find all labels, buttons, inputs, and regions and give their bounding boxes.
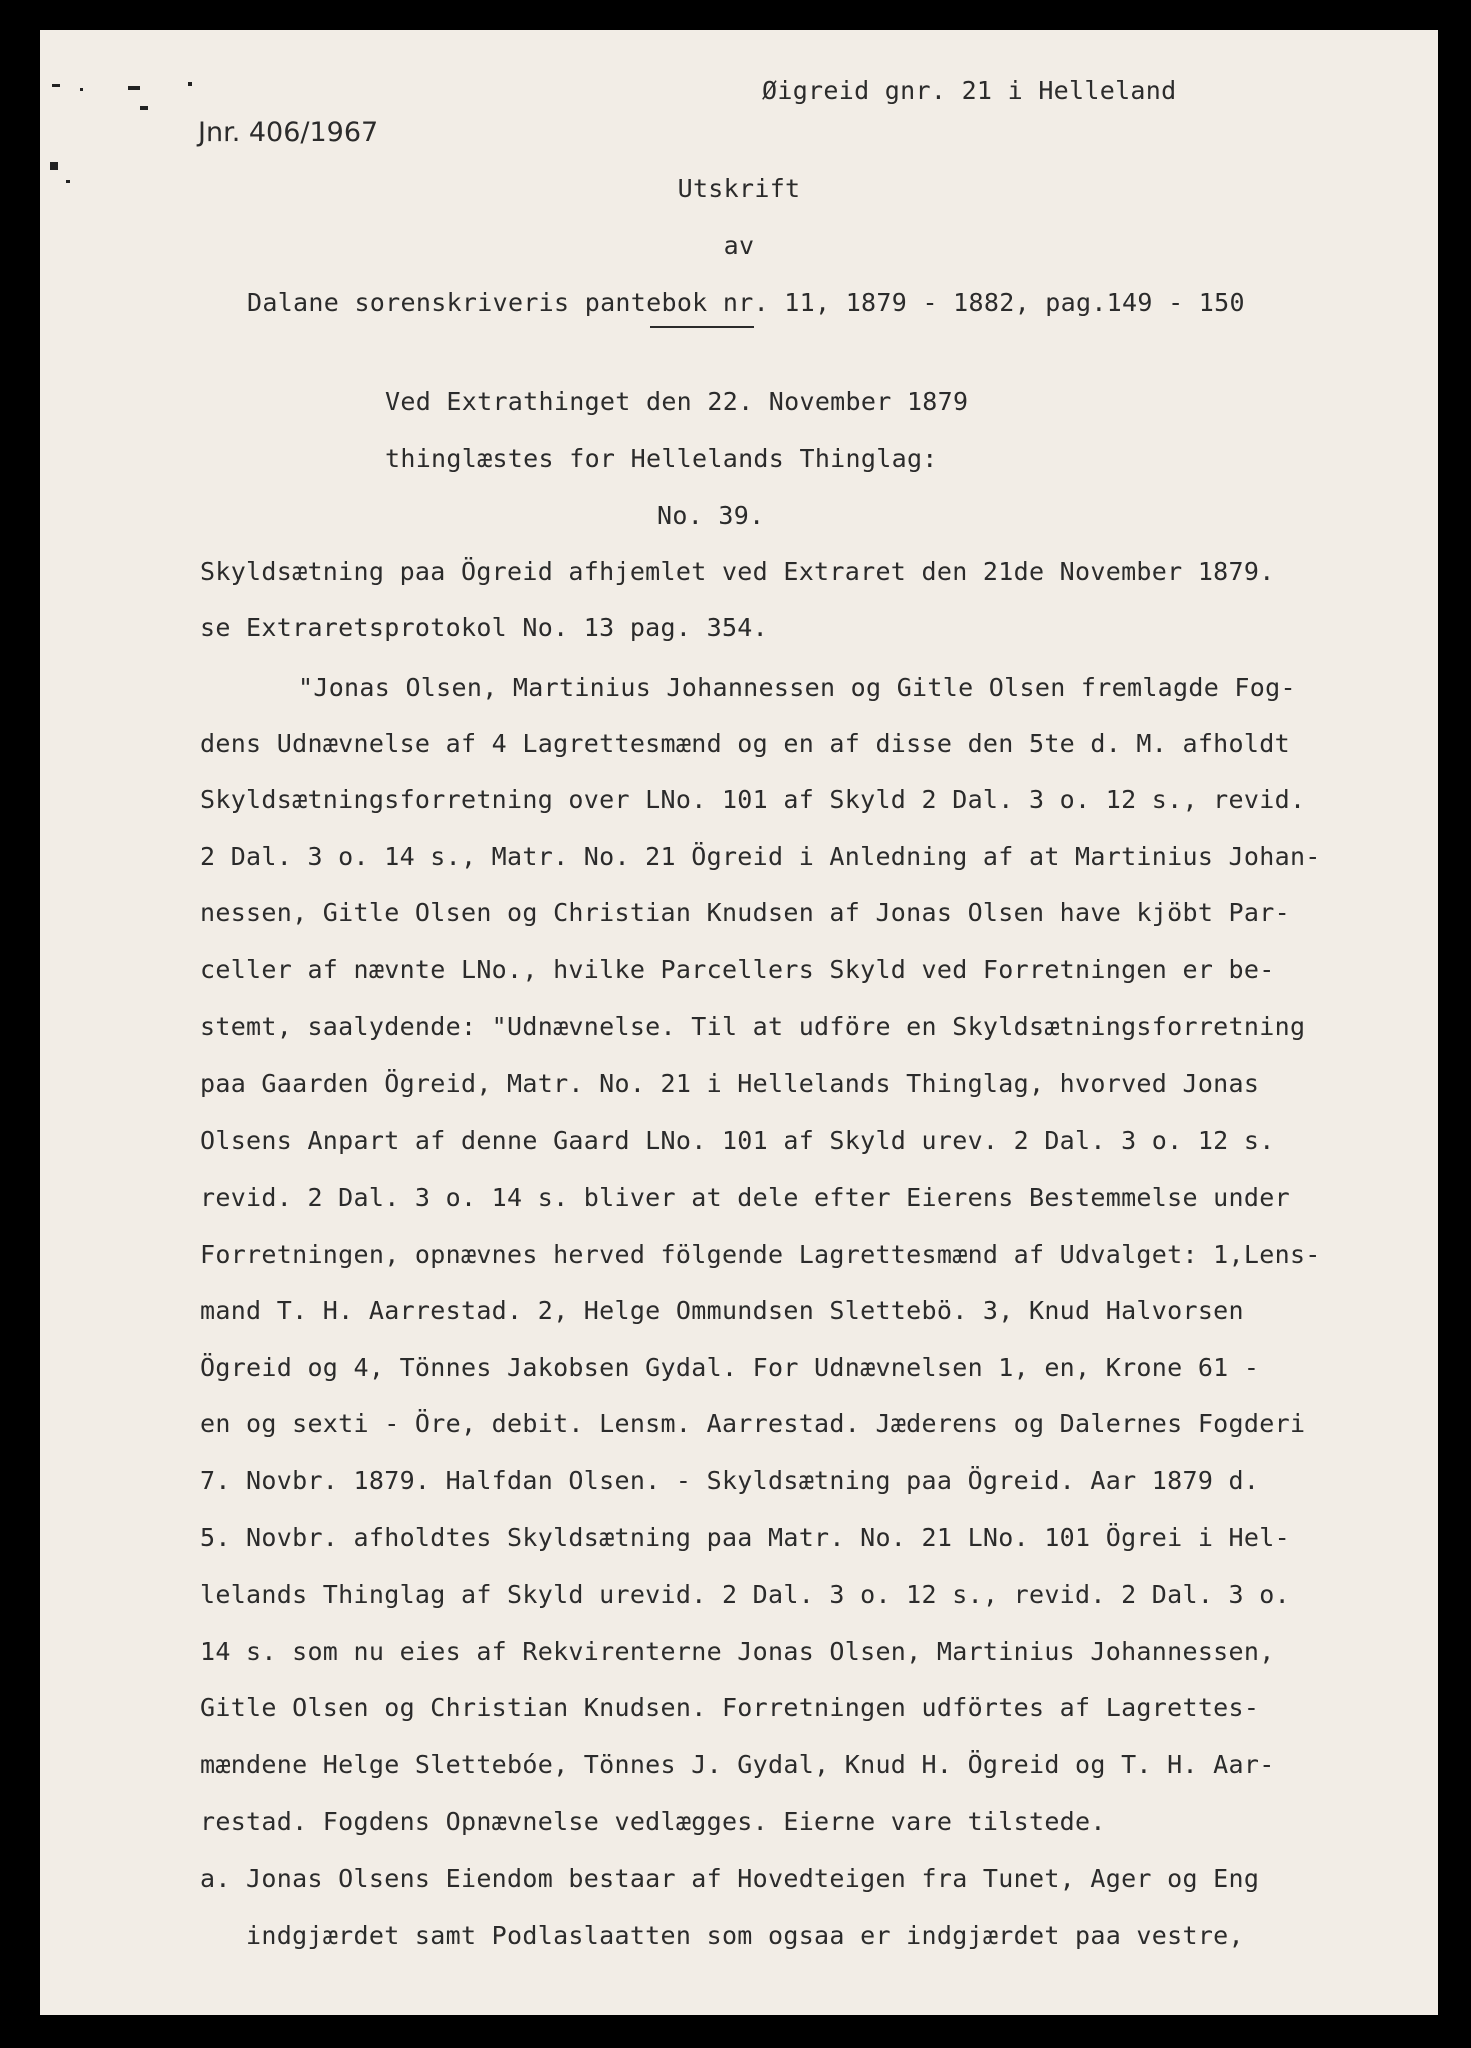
intro-number-line: No. 39. xyxy=(657,501,765,530)
scan-speck xyxy=(128,86,140,90)
body-line: indgjærdet samt Podlaslaatten som ogsaa er indgjærdet paa vestre, xyxy=(200,1921,1244,1950)
header-property-reference: Øigreid gnr. 21 i Helleland xyxy=(762,76,1177,105)
scan-speck xyxy=(50,162,58,170)
body-line: a. Jonas Olsens Eiendom bestaar af Hovedteigen fra Tunet, Ager og Eng xyxy=(200,1864,1260,1893)
scan-speck xyxy=(188,82,192,86)
body-line: 5. Novbr. afholdtes Skyldsætning paa Matr. No. 21 LNo. 101 Ögrei i Hel- xyxy=(200,1523,1290,1552)
body-line: "Jonas Olsen, Martinius Johannessen og Gitle Olsen fremlagde Fog- xyxy=(298,673,1296,702)
body-line: restad. Fogdens Opnævnelse vedlægges. Eierne vare tilstede. xyxy=(200,1807,1106,1836)
title-underline xyxy=(650,326,754,328)
body-line: Forretningen, opnævnes herved fölgende Lagrettesmænd af Udvalget: 1,Lens- xyxy=(200,1240,1321,1269)
body-line: paa Gaarden Ögreid, Matr. No. 21 i Hellelands Thinglag, hvorved Jonas xyxy=(200,1069,1260,1098)
body-line: en og sexti - Öre, debit. Lensm. Aarrestad. Jæderens og Dalernes Fogderi xyxy=(200,1409,1306,1438)
document-page xyxy=(40,30,1438,2015)
scan-speck xyxy=(140,106,148,110)
body-line: Gitle Olsen og Christian Knudsen. Forretningen udförtes af Lagrettes- xyxy=(200,1693,1260,1722)
body-line: nessen, Gitle Olsen og Christian Knudsen af Jonas Olsen have kjöbt Par- xyxy=(200,898,1290,927)
scan-speck xyxy=(80,88,83,91)
intro-date-line: Ved Extrathinget den 22. November 1879 xyxy=(385,387,969,416)
body-line: Olsens Anpart af denne Gaard LNo. 101 af Skyld urev. 2 Dal. 3 o. 12 s. xyxy=(200,1126,1275,1155)
intro-thinglag-line: thinglæstes for Hellelands Thinglag: xyxy=(385,444,938,473)
body-line: 2 Dal. 3 o. 14 s., Matr. No. 21 Ögreid i Anledning af at Martinius Johan- xyxy=(200,842,1321,871)
title-utskrift: Utskrift xyxy=(677,174,801,203)
body-line: mændene Helge Slettebóe, Tönnes J. Gydal, Knud H. Ögreid og T. H. Aar- xyxy=(200,1750,1275,1779)
body-line: celler af nævnte LNo., hvilke Parcellers Skyld ved Forretningen er be- xyxy=(200,955,1275,984)
title-av: av xyxy=(723,231,755,260)
body-line: lelands Thinglag af Skyld urevid. 2 Dal. 3 o. 12 s., revid. 2 Dal. 3 o. xyxy=(200,1580,1290,1609)
body-line: 7. Novbr. 1879. Halfdan Olsen. - Skyldsætning paa Ögreid. Aar 1879 d. xyxy=(200,1466,1260,1495)
scan-speck xyxy=(52,84,60,87)
body-line: Ögreid og 4, Tönnes Jakobsen Gydal. For Udnævnelsen 1, en, Krone 61 - xyxy=(200,1353,1260,1382)
title-source: Dalane sorenskriveris pantebok nr. 11, 1879 - 1882, pag.149 - 150 xyxy=(247,288,1245,317)
body-line: Skyldsætningsforretning over LNo. 101 af Skyld 2 Dal. 3 o. 12 s., revid. xyxy=(200,785,1306,814)
body-line: stemt, saalydende: "Udnævnelse. Til at udföre en Skyldsætningsforretning xyxy=(200,1012,1306,1041)
body-line: dens Udnævnelse af 4 Lagrettesmænd og en af disse den 5te d. M. afholdt xyxy=(200,729,1290,758)
body-line: mand T. H. Aarrestad. 2, Helge Ommundsen Slettebö. 3, Knud Halvorsen xyxy=(200,1296,1244,1325)
body-line: Skyldsætning paa Ögreid afhjemlet ved Extraret den 21de November 1879. xyxy=(200,557,1275,586)
body-line: se Extraretsprotokol No. 13 pag. 354. xyxy=(200,613,768,642)
body-line: 14 s. som nu eies af Rekvirenterne Jonas Olsen, Martinius Johannessen, xyxy=(200,1637,1275,1666)
journal-number: Jnr. 406/1967 xyxy=(198,117,379,148)
body-line: revid. 2 Dal. 3 o. 14 s. bliver at dele efter Eierens Bestemmelse under xyxy=(200,1183,1290,1212)
